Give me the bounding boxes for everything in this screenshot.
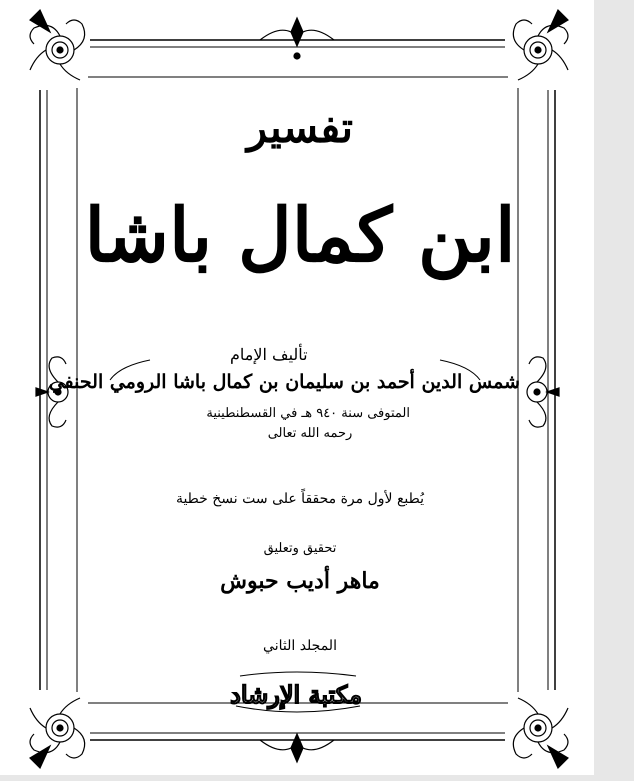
editor-name: ماهر أديب حبوش bbox=[220, 568, 380, 594]
mercy-phrase: رحمه الله تعالى bbox=[267, 426, 353, 441]
author-death-info: المتوفى سنة ٩٤٠ هـ في القسطنطينية bbox=[206, 406, 410, 421]
first-print-note: يُطبع لأول مرة محققاً على ست نسخ خطية bbox=[175, 491, 425, 507]
top-center-ornament bbox=[260, 18, 334, 59]
right-middle-ornament bbox=[527, 357, 559, 427]
publisher-name: مكتبة الإرشاد bbox=[230, 680, 362, 709]
edited-by-label: تحقيق وتعليق bbox=[263, 541, 337, 556]
book-title: ابن كمال باشا bbox=[84, 193, 516, 279]
series-title: تفسير bbox=[246, 103, 354, 152]
volume-label: المجلد الثاني bbox=[263, 638, 337, 654]
bottom-center-ornament bbox=[260, 734, 334, 762]
corner-ornament-bottom-right bbox=[513, 698, 568, 768]
corner-ornament-top-right bbox=[513, 10, 568, 80]
authored-by-label: تأليف الإمام bbox=[230, 345, 308, 364]
corner-ornament-bottom-left bbox=[30, 698, 85, 768]
corner-ornament-top-left bbox=[30, 10, 85, 80]
author-name: شمس الدين أحمد بن سليمان بن كمال باشا الرومي الحنفي bbox=[48, 371, 520, 393]
publisher-logo bbox=[232, 670, 362, 716]
